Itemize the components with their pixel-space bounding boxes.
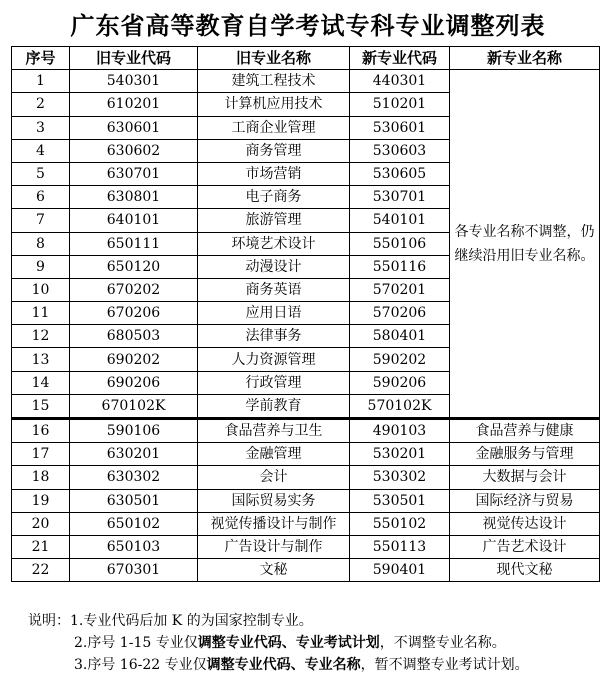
row-no: 14 <box>12 371 70 394</box>
table-row <box>12 70 600 93</box>
row-old-name: 法律事务 <box>198 325 350 348</box>
row-no: 6 <box>12 186 70 209</box>
row-old-name: 电子商务 <box>198 186 350 209</box>
row-old-name: 金融管理 <box>198 443 350 466</box>
note-line-2 <box>28 632 529 654</box>
row-no: 1 <box>12 70 70 93</box>
note-3-bold: 调整专业代码、专业名称 <box>206 657 361 673</box>
row-new-code: 530601 <box>350 116 450 139</box>
row-no: 17 <box>12 443 70 466</box>
row-old-code: 610201 <box>70 93 198 116</box>
notes-label: 说明： <box>28 613 70 629</box>
row-old-name: 国际贸易实务 <box>198 489 350 512</box>
row-new-name: 广告艺术设计 <box>450 535 600 558</box>
row-no: 3 <box>12 116 70 139</box>
header-new-code: 新专业代码 <box>350 47 450 70</box>
note-3-prefix: 3.序号 16-22 专业仅 <box>74 657 207 673</box>
header-old-name: 旧专业名称 <box>198 47 350 70</box>
row-old-code: 630601 <box>70 116 198 139</box>
row-new-code: 580401 <box>350 325 450 348</box>
row-old-code: 630801 <box>70 186 198 209</box>
header-no: 序号 <box>12 47 70 70</box>
row-old-name: 建筑工程技术 <box>198 70 350 93</box>
notes-section <box>28 610 529 676</box>
row-old-name: 食品营养与卫生 <box>198 419 350 443</box>
row-new-code: 590206 <box>350 371 450 394</box>
row-old-code: 690202 <box>70 348 198 371</box>
row-old-code: 670202 <box>70 278 198 301</box>
row-new-code: 570201 <box>350 278 450 301</box>
row-no: 9 <box>12 255 70 278</box>
row-no: 21 <box>12 535 70 558</box>
row-old-code: 650102 <box>70 512 198 535</box>
row-new-name: 国际经济与贸易 <box>450 489 600 512</box>
row-new-code: 530201 <box>350 443 450 466</box>
note-1-text: 1.专业代码后加 K 的为国家控制专业。 <box>70 613 313 629</box>
row-old-code: 590106 <box>70 419 198 443</box>
header-new-name: 新专业名称 <box>450 47 600 70</box>
row-new-code: 550116 <box>350 255 450 278</box>
table-row <box>12 443 600 466</box>
note-2-bold: 调整专业代码、专业考试计划 <box>197 635 380 651</box>
note-2-suffix: ，不调整专业名称。 <box>379 635 506 651</box>
row-old-code: 630201 <box>70 443 198 466</box>
row-no: 4 <box>12 139 70 162</box>
note-line-1 <box>28 610 529 632</box>
row-old-name: 计算机应用技术 <box>198 93 350 116</box>
row-no: 12 <box>12 325 70 348</box>
row-no: 7 <box>12 209 70 232</box>
row-no: 11 <box>12 302 70 325</box>
row-new-code: 440301 <box>350 70 450 93</box>
row-new-name: 视觉传达设计 <box>450 512 600 535</box>
row-old-code: 650103 <box>70 535 198 558</box>
row-old-name: 旅游管理 <box>198 209 350 232</box>
row-new-code: 530605 <box>350 162 450 185</box>
row-no: 18 <box>12 466 70 489</box>
row-old-code: 630602 <box>70 139 198 162</box>
row-no: 5 <box>12 162 70 185</box>
table-body <box>12 70 600 582</box>
table-row <box>12 559 600 582</box>
row-no: 22 <box>12 559 70 582</box>
table-row <box>12 489 600 512</box>
row-old-code: 680503 <box>70 325 198 348</box>
row-old-code: 670206 <box>70 302 198 325</box>
row-new-code: 510201 <box>350 93 450 116</box>
row-old-name: 人力资源管理 <box>198 348 350 371</box>
row-old-name: 文秘 <box>198 559 350 582</box>
row-no: 20 <box>12 512 70 535</box>
row-no: 15 <box>12 394 70 418</box>
row-old-code: 670102K <box>70 394 198 418</box>
table-row <box>12 512 600 535</box>
row-old-name: 会计 <box>198 466 350 489</box>
row-new-name: 金融服务与管理 <box>450 443 600 466</box>
row-no: 10 <box>12 278 70 301</box>
table-row <box>12 419 600 443</box>
row-old-name: 视觉传播设计与制作 <box>198 512 350 535</box>
row-old-code: 630501 <box>70 489 198 512</box>
row-new-code: 530302 <box>350 466 450 489</box>
row-old-code: 690206 <box>70 371 198 394</box>
row-old-name: 环境艺术设计 <box>198 232 350 255</box>
row-old-name: 学前教育 <box>198 394 350 418</box>
row-no: 2 <box>12 93 70 116</box>
table-header-row <box>12 47 600 70</box>
row-no: 8 <box>12 232 70 255</box>
row-new-code: 590401 <box>350 559 450 582</box>
row-new-code: 570206 <box>350 302 450 325</box>
row-new-code: 540101 <box>350 209 450 232</box>
row-new-name: 大数据与会计 <box>450 466 600 489</box>
unchanged-name-note: 各专业名称不调整，仍继续沿用旧专业名称。 <box>450 70 600 419</box>
row-old-code: 640101 <box>70 209 198 232</box>
row-old-name: 商务英语 <box>198 278 350 301</box>
row-old-code: 630302 <box>70 466 198 489</box>
row-old-code: 630701 <box>70 162 198 185</box>
row-new-code: 530701 <box>350 186 450 209</box>
table-row <box>12 535 600 558</box>
row-old-name: 商务管理 <box>198 139 350 162</box>
row-old-code: 540301 <box>70 70 198 93</box>
row-new-code: 490103 <box>350 419 450 443</box>
row-old-code: 650111 <box>70 232 198 255</box>
row-new-code: 590202 <box>350 348 450 371</box>
row-new-name: 食品营养与健康 <box>450 419 600 443</box>
major-adjustment-table <box>11 46 600 582</box>
row-old-code: 650120 <box>70 255 198 278</box>
note-3-suffix: ，暂不调整专业考试计划。 <box>360 657 529 673</box>
note-2-prefix: 2.序号 1-15 专业仅 <box>74 635 198 651</box>
row-old-name: 广告设计与制作 <box>198 535 350 558</box>
row-old-name: 市场营销 <box>198 162 350 185</box>
row-new-code: 550113 <box>350 535 450 558</box>
page-title: 广东省高等教育自学考试专科专业调整列表 <box>70 11 546 40</box>
row-no: 19 <box>12 489 70 512</box>
row-new-code: 570102K <box>350 394 450 418</box>
row-old-name: 工商企业管理 <box>198 116 350 139</box>
note-line-3 <box>28 654 529 676</box>
row-new-code: 530603 <box>350 139 450 162</box>
row-old-name: 应用日语 <box>198 302 350 325</box>
table-row <box>12 466 600 489</box>
row-old-name: 动漫设计 <box>198 255 350 278</box>
row-no: 13 <box>12 348 70 371</box>
row-new-name: 现代文秘 <box>450 559 600 582</box>
row-old-name: 行政管理 <box>198 371 350 394</box>
header-old-code: 旧专业代码 <box>70 47 198 70</box>
row-no: 16 <box>12 419 70 443</box>
row-new-code: 550106 <box>350 232 450 255</box>
row-new-code: 530501 <box>350 489 450 512</box>
row-new-code: 550102 <box>350 512 450 535</box>
row-old-code: 670301 <box>70 559 198 582</box>
